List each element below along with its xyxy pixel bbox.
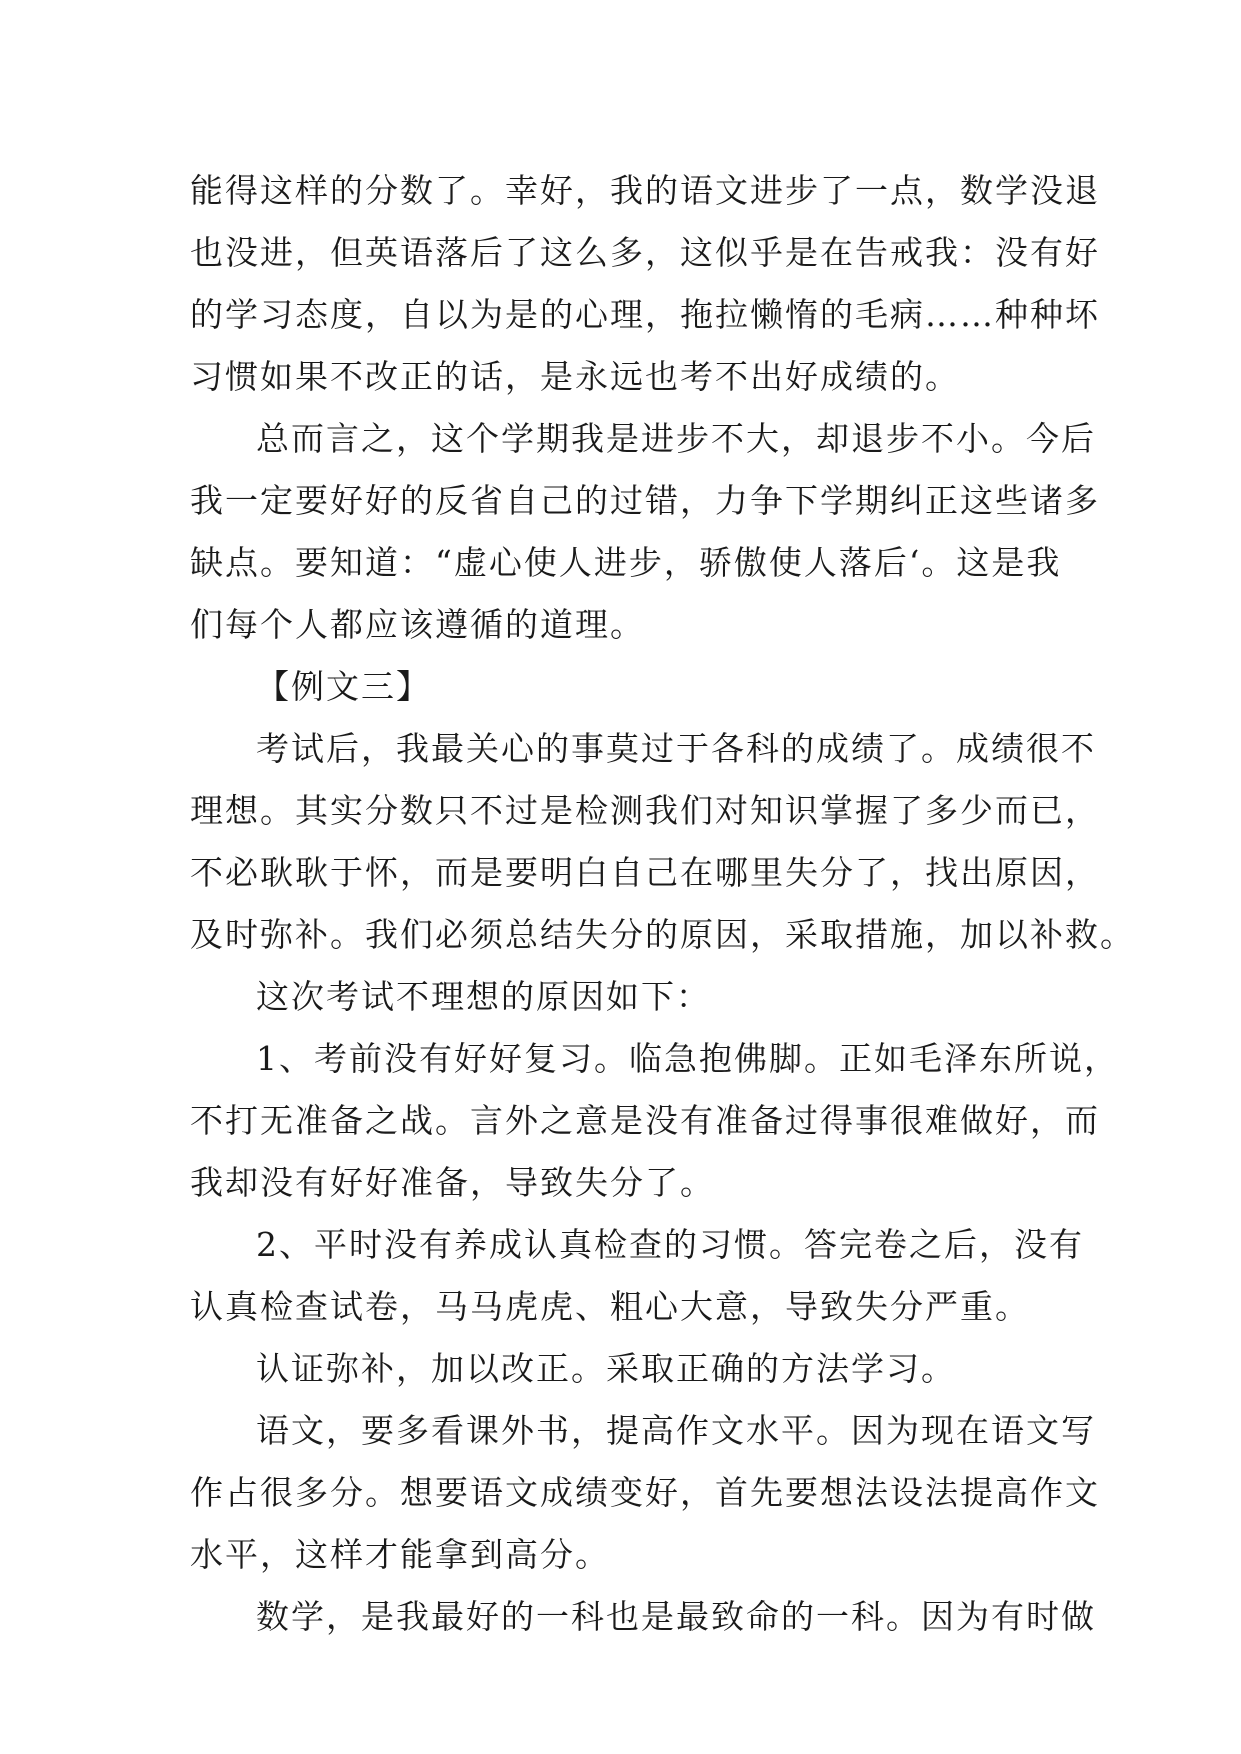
text-line: 我却没有好好准备，导致失分了。 xyxy=(190,1163,715,1202)
text-line: 习惯如果不改正的话，是永远也考不出好成绩的。 xyxy=(190,357,960,396)
paragraph-start-line: 语文，要多看课外书，提高作文水平。因为现在语文写 xyxy=(256,1411,1096,1450)
text-line: 及时弥补。我们必须总结失分的原因，采取措施，加以补救。 xyxy=(190,915,1135,954)
text-line: 不打无准备之战。言外之意是没有准备过得事很难做好，而 xyxy=(190,1101,1100,1140)
document-body xyxy=(190,160,1135,1648)
paragraph-start-line: 这次考试不理想的原因如下： xyxy=(256,977,711,1016)
paragraph-start-line: 1、考前没有好好复习。临急抱佛脚。正如毛泽东所说， xyxy=(256,1039,1119,1078)
text-line: 们每个人都应该遵循的道理。 xyxy=(190,605,645,644)
text-line: 不必耿耿于怀，而是要明白自己在哪里失分了，找出原因， xyxy=(190,853,1100,892)
text-line: 水平，这样才能拿到高分。 xyxy=(190,1535,610,1574)
paragraph-start-line: 总而言之，这个学期我是进步不大，却退步不小。今后 xyxy=(256,419,1096,458)
text-line: 缺点。要知道：“虚心使人进步，骄傲使人落后‘。这是我 xyxy=(190,543,1062,582)
paragraph-start-line: 2、平时没有养成认真检查的习惯。答完卷之后，没有 xyxy=(256,1225,1084,1264)
section-heading: 【例文三】 xyxy=(256,667,431,706)
text-line: 能得这样的分数了。幸好，我的语文进步了一点，数学没退 xyxy=(190,171,1100,210)
paragraph-start-line: 数学，是我最好的一科也是最致命的一科。因为有时做 xyxy=(256,1597,1096,1636)
paragraph-start-line: 考试后，我最关心的事莫过于各科的成绩了。成绩很不 xyxy=(256,729,1096,768)
text-line: 作占很多分。想要语文成绩变好，首先要想法设法提高作文 xyxy=(190,1473,1100,1512)
paragraph-start-line: 认证弥补，加以改正。采取正确的方法学习。 xyxy=(256,1349,956,1388)
text-line: 的学习态度，自以为是的心理，拖拉懒惰的毛病……种种坏 xyxy=(190,295,1100,334)
text-line: 也没进，但英语落后了这么多，这似乎是在告戒我：没有好 xyxy=(190,233,1100,272)
text-line: 理想。其实分数只不过是检测我们对知识掌握了多少而已， xyxy=(190,791,1100,830)
text-line: 我一定要好好的反省自己的过错，力争下学期纠正这些诸多 xyxy=(190,481,1100,520)
text-line: 认真检查试卷，马马虎虎、粗心大意，导致失分严重。 xyxy=(190,1287,1030,1326)
